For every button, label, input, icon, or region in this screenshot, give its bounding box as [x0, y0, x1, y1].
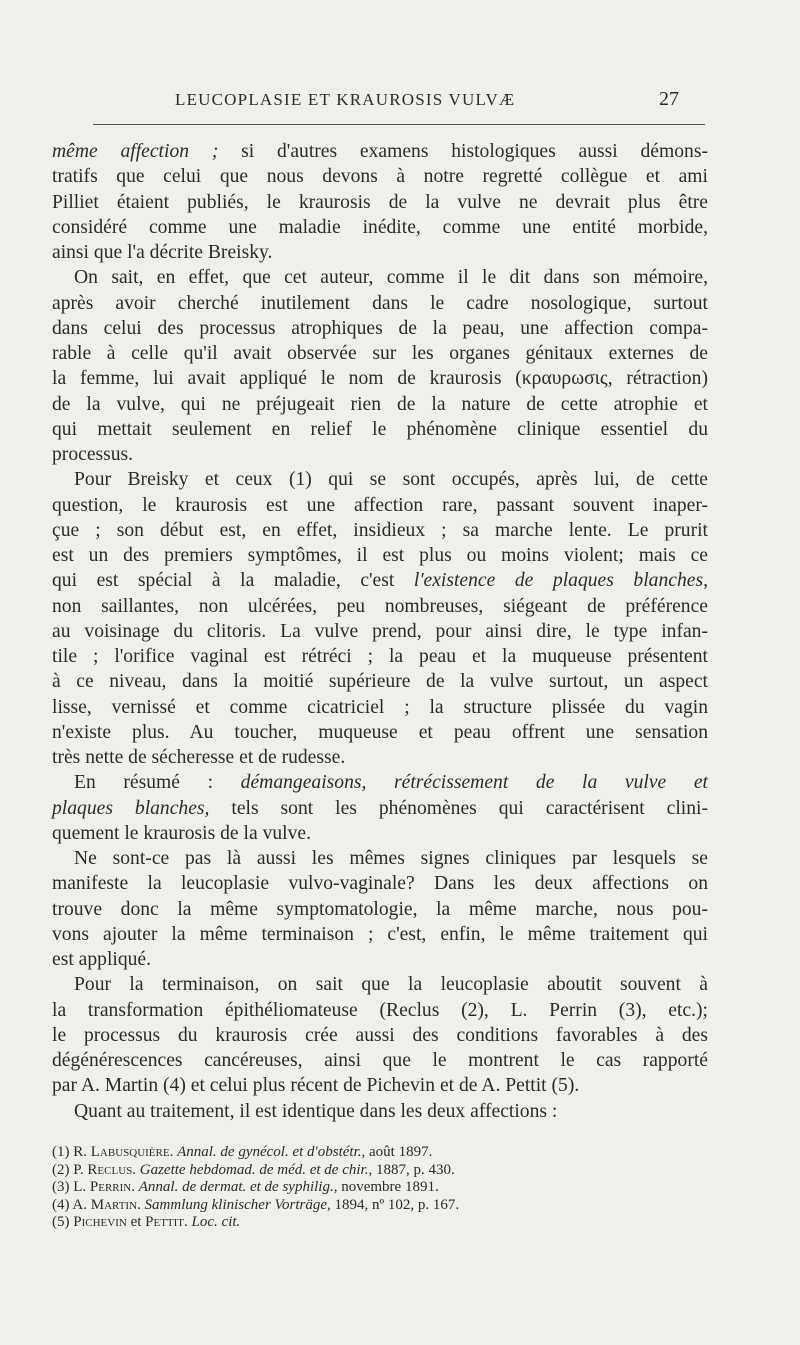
text-segment: manifeste la leucoplasie vulvo-vaginale? Dans les deux affections on [52, 873, 708, 895]
text-line [52, 1048, 708, 1073]
text-segment: (1) R. [52, 1144, 91, 1160]
text-segment: par A. Martin (4) et celui plus récent de Pichevin et de A. Pettit (5). [52, 1075, 580, 1097]
text-segment: est appliqué. [52, 949, 152, 970]
footnote [52, 1214, 752, 1232]
text-segment: Quant au traitement, il est identique dans les deux affections : [74, 1100, 558, 1122]
footnote [52, 1144, 752, 1162]
author-name: Pettit [145, 1214, 185, 1230]
author-name: Reclus [87, 1161, 133, 1178]
text-segment: . [132, 1161, 140, 1178]
text-line [52, 467, 708, 492]
italic-text: démangeaisons, rétrécissement de la vulve et [240, 772, 708, 794]
text-segment: rable à celle qu'il avait observée sur les organes génitaux externes de [52, 343, 708, 364]
text-line [52, 922, 708, 947]
text-line [52, 897, 708, 922]
text-segment: quement le kraurosis de la vulve. [52, 822, 311, 844]
text-segment: de la vulve, qui ne préjugeait rien de la nature de cette atrophie et [52, 393, 708, 415]
text-segment: (4) A. [52, 1196, 91, 1213]
body-text [52, 139, 708, 1124]
text-line [52, 1099, 708, 1124]
text-segment: tels sont les phénomènes qui caractérisent clini- [209, 797, 708, 819]
text-segment: trouve donc la même symptomatologie, la même marche, nous pou- [52, 898, 708, 920]
footnotes [52, 1144, 752, 1232]
italic-text: même affection ; [52, 141, 219, 162]
text-segment: tratifs que celui que nous devons à notre regretté collègue et ami [52, 166, 708, 188]
text-line [52, 568, 708, 593]
italic-text: l'existence de plaques blanches, [413, 570, 708, 592]
author-name: Martin [90, 1196, 138, 1213]
italic-text: Gazette hebdomad. de méd. et de chir. [139, 1161, 369, 1178]
footnote [52, 1162, 752, 1180]
text-line [52, 1073, 708, 1098]
italic-text: plaques blanches, [52, 797, 210, 819]
text-segment: çue ; son début est, en effet, insidieux ; sa marche lente. Le prurit [52, 519, 708, 541]
text-line [52, 770, 708, 795]
author-name: Labusquière [90, 1144, 170, 1160]
text-line [52, 139, 708, 164]
text-line [52, 164, 708, 189]
text-segment: non saillantes, non ulcérées, peu nombreuses, siégeant de préférence [52, 595, 708, 617]
text-segment: dans celui des processus atrophiques de la peau, une affection compa- [52, 317, 708, 339]
text-line [52, 265, 708, 290]
text-segment: ainsi que l'a décrite Breisky. [52, 242, 273, 263]
text-line [52, 720, 708, 745]
text-line [52, 190, 708, 215]
text-segment: et [126, 1214, 146, 1230]
text-line [52, 442, 708, 467]
text-segment: tile ; l'orifice vaginal est rétréci ; la peau et la muqueuse présentent [52, 646, 708, 667]
text-segment: si d'autres examens histologiques aussi démons- [218, 141, 708, 162]
text-line [52, 594, 708, 619]
text-segment: . [184, 1214, 192, 1230]
text-segment: , 1894, nº 102, p. 167. [327, 1196, 460, 1213]
text-line [52, 341, 708, 366]
text-segment: qui mettait seulement en relief le phénomène clinique essentiel du [52, 418, 708, 440]
text-segment: (2) P. [52, 1161, 88, 1178]
footnote [52, 1179, 752, 1197]
text-segment: (5) [52, 1214, 74, 1230]
text-segment: Ne sont-ce pas là aussi les mêmes signes cliniques par lesquels se [74, 848, 708, 869]
text-segment: au voisinage du clitoris. La vulve prend, pour ainsi dire, le type infan- [52, 620, 708, 642]
text-line [52, 972, 708, 997]
text-line [52, 846, 708, 871]
text-segment: , août 1897. [361, 1144, 433, 1160]
text-segment: On sait, en effet, que cet auteur, comme il le dit dans son mémoire, [74, 267, 708, 289]
text-segment: à ce niveau, dans la moitié supérieure de la vulve surtout, un aspect [52, 671, 708, 693]
text-line [52, 1023, 708, 1048]
text-segment: après avoir cherché inutilement dans le cadre nosologique, surtout [52, 292, 708, 314]
text-segment: est un des premiers symptômes, il est plus ou moins violent; mais ce [52, 545, 708, 566]
text-line [52, 392, 708, 417]
text-line [52, 291, 708, 316]
italic-text: Sammlung klinischer Vorträge [144, 1196, 328, 1213]
text-line [52, 695, 708, 720]
text-segment: , novembre 1891. [333, 1179, 439, 1195]
text-line [52, 518, 708, 543]
text-segment: n'existe plus. Au toucher, muqueuse et peau offrent une sensation [52, 721, 708, 743]
text-segment: processus. [52, 444, 134, 465]
page-number: 27 [659, 88, 679, 110]
text-segment: dégénérescences cancéreuses, ainsi que le montrent le cas rapporté [52, 1050, 708, 1071]
text-line [52, 871, 708, 896]
text-segment: Pilliet étaient publiés, le kraurosis de la vulve ne devrait plus être [52, 191, 708, 213]
footnote [52, 1197, 752, 1215]
text-segment: . [131, 1179, 139, 1195]
text-segment: . [169, 1144, 178, 1160]
text-segment: qui est spécial à la maladie, c'est [52, 570, 414, 592]
text-line [52, 543, 708, 568]
text-line [52, 669, 708, 694]
text-line [52, 316, 708, 341]
author-name: Perrin [89, 1179, 132, 1195]
text-segment: lisse, vernissé et comme cicatriciel ; la structure plissée du vagin [52, 696, 708, 718]
text-line [52, 998, 708, 1023]
italic-text: Annal. de dermat. et de syphilig. [138, 1179, 334, 1195]
text-segment: la transformation épithéliomateuse (Reclus (2), L. Perrin (3), etc.); [52, 999, 708, 1021]
text-line [52, 947, 708, 972]
text-segment: la femme, lui avait appliqué le nom de kraurosis (κραυρωσις, rétraction) [52, 368, 708, 390]
text-segment: très nette de sécheresse et de rudesse. [52, 747, 346, 768]
text-segment: Pour la terminaison, on sait que la leucoplasie aboutit souvent à [74, 974, 708, 996]
text-segment: Pour Breisky et ceux (1) qui se sont occupés, après lui, de cette [74, 469, 708, 491]
text-line [52, 493, 708, 518]
text-line [52, 215, 708, 240]
text-line [52, 366, 708, 391]
text-line [52, 240, 708, 265]
text-segment: le processus du kraurosis crée aussi des conditions favorables à des [52, 1024, 708, 1046]
author-name: Pichevin [73, 1214, 127, 1230]
text-segment: question, le kraurosis est une affection rare, passant souvent inaper- [52, 494, 708, 516]
text-segment: (3) L. [52, 1179, 90, 1195]
italic-text: Annal. de gynécol. et d'obstétr. [177, 1144, 362, 1160]
text-line [52, 644, 708, 669]
text-segment: . [137, 1196, 145, 1213]
text-segment: , 1887, p. 430. [368, 1161, 455, 1178]
header-rule [93, 124, 705, 125]
running-header [95, 88, 705, 114]
text-line [52, 619, 708, 644]
text-line [52, 417, 708, 442]
text-segment: vons ajouter la même terminaison ; c'est, enfin, le même traitement qui [52, 923, 708, 945]
text-line [52, 796, 708, 821]
italic-text: Loc. cit. [191, 1214, 241, 1230]
text-segment: considéré comme une maladie inédite, comme une entité morbide, [52, 216, 708, 238]
text-line [52, 745, 708, 770]
text-segment: En résumé : [74, 772, 241, 794]
text-line [52, 821, 708, 846]
running-title: LEUCOPLASIE ET KRAUROSIS VULVÆ [175, 90, 516, 109]
